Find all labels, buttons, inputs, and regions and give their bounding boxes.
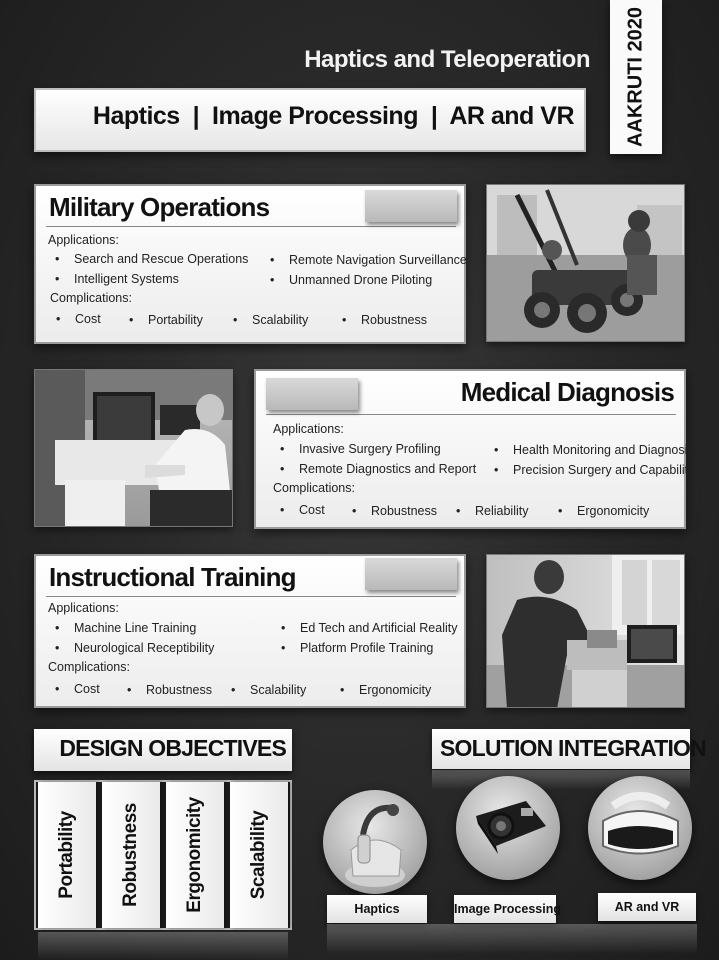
- objectives-reflection: [38, 932, 288, 960]
- medical-applications-label: Applications:: [273, 422, 344, 436]
- military-application: • Remote Navigation Surveillance: [289, 253, 467, 267]
- training-application: • Platform Profile Training: [300, 641, 433, 655]
- poster-title: Haptics and Teleoperation: [304, 46, 590, 73]
- military-robot-photo: [486, 184, 685, 342]
- training-application: • Ed Tech and Artificial Reality: [300, 621, 458, 635]
- training-tab: [365, 558, 457, 590]
- medical-application: • Health Monitoring and Diagnosis: [513, 443, 694, 457]
- training-complication: • Ergonomicity: [359, 683, 431, 697]
- training-panel: [34, 554, 466, 708]
- objective-scalability: [230, 782, 288, 928]
- training-divider: [46, 596, 456, 597]
- training-complication: • Scalability: [250, 683, 306, 697]
- medical-simulator-illustration: [35, 370, 233, 527]
- military-divider: [46, 226, 456, 227]
- medical-panel: [254, 369, 695, 529]
- military-panel: [34, 184, 466, 344]
- subtitle-text: Haptics | Image Processing | AR and VR: [92, 102, 574, 130]
- medical-complication: • Robustness: [371, 504, 437, 518]
- vr-headset-circle: [588, 776, 692, 880]
- solution-integration-header: [432, 729, 706, 769]
- military-complications-label: Complications:: [50, 291, 132, 305]
- medical-application: • Precision Surgery and Capability: [513, 463, 694, 477]
- medical-tab: [266, 378, 358, 410]
- event-badge-text: AAKRUTI 2020: [624, 6, 647, 148]
- medical-complication: • Reliability: [475, 504, 529, 518]
- solution-ar-vr-label: AR and VR: [598, 893, 696, 921]
- military-title: Military Operations: [49, 192, 270, 222]
- haptics-device-circle: [323, 790, 427, 894]
- vr-headset-illustration: [588, 776, 692, 880]
- medical-complications-label: Complications:: [273, 481, 355, 495]
- medical-complication: • Ergonomicity: [577, 504, 649, 518]
- military-complication: • Scalability: [252, 313, 308, 327]
- objective-label: Scalability: [248, 810, 269, 900]
- objective-robustness: [102, 782, 160, 928]
- subtitle-banner: [34, 88, 586, 152]
- military-complication: • Portability: [148, 313, 203, 327]
- event-badge: [610, 0, 662, 154]
- training-title: Instructional Training: [49, 562, 296, 592]
- camera-module-illustration: [456, 776, 560, 880]
- design-objectives-header: [34, 729, 292, 771]
- medical-title: Medical Diagnosis: [460, 377, 674, 407]
- training-complication: • Robustness: [146, 683, 212, 697]
- design-objectives-title: DESIGN OBJECTIVES: [59, 735, 286, 761]
- military-robot-illustration: [487, 185, 685, 342]
- training-applications-label: Applications:: [48, 601, 119, 615]
- military-complication: • Robustness: [361, 313, 427, 327]
- objective-ergonomicity: [166, 782, 224, 928]
- training-operator-photo: [486, 554, 685, 708]
- objective-label: Robustness: [120, 803, 141, 907]
- camera-module-circle: [456, 776, 560, 880]
- military-application: • Search and Rescue Operations: [74, 252, 248, 266]
- solution-integration-title: SOLUTION INTEGRATION: [440, 735, 706, 761]
- objective-label: Portability: [56, 811, 77, 899]
- solution-haptics-label: Haptics: [327, 895, 427, 923]
- medical-application: • Remote Diagnostics and Report: [299, 462, 476, 476]
- medical-divider: [266, 414, 676, 415]
- objective-portability: [38, 782, 96, 928]
- training-application: • Machine Line Training: [74, 621, 196, 635]
- objective-label: Ergonomicity: [184, 797, 205, 913]
- medical-simulator-photo: [34, 369, 233, 527]
- training-complications-label: Complications:: [48, 660, 130, 674]
- training-application: • Neurological Receptibility: [74, 641, 214, 655]
- solution-image-processing-label: Image Processing: [454, 895, 556, 923]
- medical-application: • Invasive Surgery Profiling: [299, 442, 441, 456]
- military-application: • Intelligent Systems: [74, 272, 179, 286]
- military-tab: [365, 190, 457, 222]
- training-operator-illustration: [487, 555, 685, 708]
- solution-labels-reflection: [327, 924, 697, 954]
- training-complication: • Cost: [74, 682, 100, 696]
- military-application: • Unmanned Drone Piloting: [289, 273, 432, 287]
- military-applications-label: Applications:: [48, 233, 119, 247]
- military-complication: • Cost: [75, 312, 101, 326]
- haptics-device-illustration: [323, 790, 427, 894]
- medical-complication: • Cost: [299, 503, 325, 517]
